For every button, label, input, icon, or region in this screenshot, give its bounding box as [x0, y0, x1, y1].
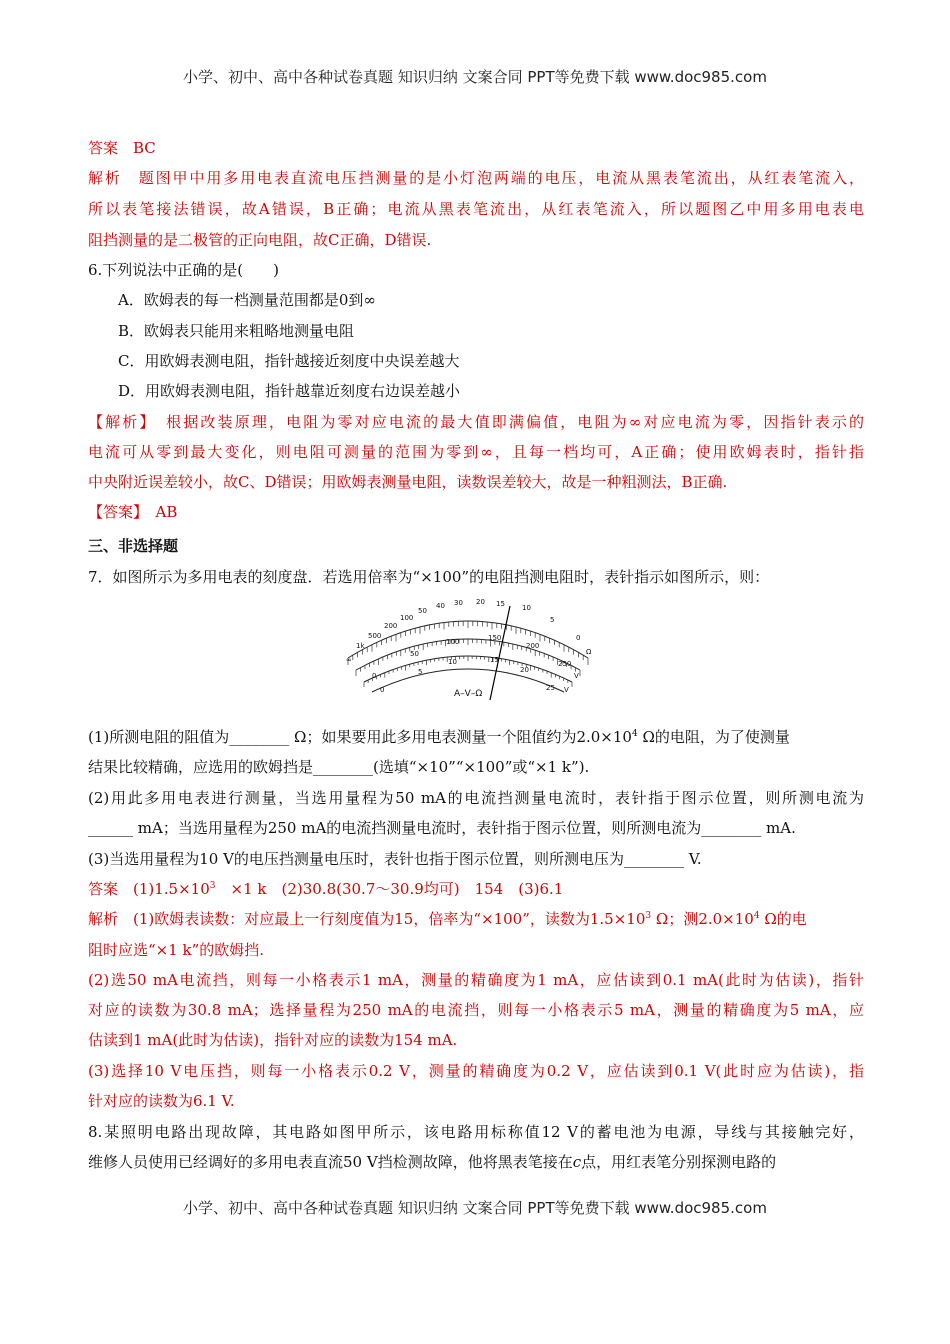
q7-part2-line: ______ mA；当选用量程为250 mA的电流挡测量电流时，表针指于图示位置，则所测电流为________ mA. [88, 819, 796, 837]
ac-label: 20 [520, 666, 529, 674]
q6-option-a: A．欧姆表的每一档测量范围都是0到∞ [118, 291, 376, 309]
q6-analysis-line: 电流可从零到最大变化，则电阻可测量的范围为零到∞，且每一档均可，A正确；使用欧姆表时，指针指 [88, 443, 864, 461]
q8-line: 8.某照明电路出现故障，其电路如图甲所示，该电路用标称值12 V的蓄电池为电源，导线与其接触完好， [88, 1123, 864, 1141]
ohm-label: 30 [454, 599, 463, 607]
ohm-label: 50 [418, 607, 427, 615]
ohm-label: ∞ [346, 656, 352, 664]
q6-analysis-line: 中央附近误差较小，故C、D错误；用欧姆表测量电阻，读数误差较大，故是一种粗测法，B正确. [88, 473, 728, 491]
page-footer: 小学、初中、高中各种试卷真题 知识归纳 文案合同 PPT等免费下载 www.doc985.com [183, 1199, 767, 1217]
q6-stem: 6.下列说法中正确的是( ) [88, 261, 280, 279]
ohm-label: 5 [550, 616, 555, 624]
q7-stem: 7．如图所示为多用电表的刻度盘．若选用倍率为“×100”的电阻挡测电阻时，表针指示如图所示，则： [88, 568, 770, 586]
ac-label: 15 [490, 656, 499, 664]
point-label: c [572, 1153, 582, 1171]
q6-answer: 【答案】 AB [88, 503, 178, 521]
ohm-label: Ω [586, 648, 592, 656]
q7-part1-line: 结果比较精确，应选用的欧姆挡是________(选填“×10”“×100”或“×1 k”). [88, 758, 590, 776]
ohm-label: 100 [400, 614, 414, 622]
q7-analysis-line: 阻时应选“×1 k”的欧姆挡. [88, 941, 265, 959]
superscript: 3 [645, 911, 652, 921]
multimeter-dial-figure [338, 596, 598, 706]
ohm-label: 15 [496, 600, 505, 608]
q7-analysis-line: (3)选择10 V电压挡，则每一小格表示0.2 V，测量的精确度为0.2 V，应估读到0.1 V(此时应为估读)，指 [88, 1062, 864, 1080]
text-run: 点，用红表笔分别探测电路的 [581, 1153, 777, 1171]
dc-label: 100 [446, 638, 460, 646]
text-run: Ω；测2.0×10 [651, 910, 754, 928]
ohm-label: 40 [436, 602, 445, 610]
text-run: Ω的电阻，为了使测量 [637, 728, 790, 746]
ohm-label: 10 [522, 604, 531, 612]
dc-label: 200 [526, 642, 540, 650]
meter-center-label: A–V–Ω [454, 689, 483, 699]
dc-label: 0 [372, 672, 377, 680]
q6-option-c: C．用欧姆表测电阻，指针越接近刻度中央误差越大 [118, 352, 460, 370]
q7-part1-line [88, 726, 864, 747]
ohm-label: 200 [384, 622, 398, 630]
superscript: 4 [753, 911, 760, 921]
text-run: 解析 (1)欧姆表读数：对应最上一行刻度值为15，倍率为“×100”，读数为1.5×10 [88, 910, 646, 928]
text-run: Ω的电 [759, 910, 807, 928]
q6-option-d: D．用欧姆表测电阻，指针越靠近刻度右边误差越小 [118, 382, 461, 400]
ac-label: 0 [380, 686, 385, 694]
ac-label: 10 [448, 658, 457, 666]
meter-needle [490, 606, 510, 700]
page-header: 小学、初中、高中各种试卷真题 知识归纳 文案合同 PPT等免费下载 www.doc985.com [183, 68, 767, 86]
ac-label: V [564, 686, 569, 694]
q8-line [88, 1151, 864, 1172]
q5-answer: 答案 BC [88, 139, 156, 157]
section-heading: 三、非选择题 [88, 537, 179, 555]
q7-part3-line: (3)当选用量程为10 V的电压挡测量电压时，表针也指于图示位置，则所测电压为________ V. [88, 850, 702, 868]
ohm-label: 1k [356, 642, 365, 650]
text-run: 答案 (1)1.5×10 [88, 880, 210, 898]
q7-part2-line: (2)用此多用电表进行测量，当选用量程为50 mA的电流挡测量电流时，表针指于图示位置，则所测电流为 [88, 789, 864, 807]
text-run: 维修人员使用已经调好的多用电表直流50 V挡检测故障，他将黑表笔接在 [88, 1153, 573, 1171]
q7-analysis-line: 对应的读数为30.8 mA；选择量程为250 mA的电流挡，则每一小格表示5 mA，测量的精确度为5 mA，应 [88, 1001, 864, 1019]
ac-label: 25 [546, 684, 555, 692]
text-run: ×1 k (2)30.8(30.7～30.9均可) 154 (3)6.1 [215, 880, 564, 898]
q5-analysis-line: 所以表笔接法错误，故A错误，B正确；电流从黑表笔流出，从红表笔流入，所以题图乙中用多用电表电 [88, 200, 864, 218]
q6-option-b: B．欧姆表只能用来粗略地测量电阻 [118, 322, 355, 340]
q7-analysis-line: (2)选50 mA电流挡，则每一小格表示1 mA，测量的精确度为1 mA，应估读到0.1 mA(此时为估读)，指针 [88, 971, 864, 989]
q5-analysis-line: 解析 题图甲中用多用电表直流电压挡测量的是小灯泡两端的电压，电流从黑表笔流出，从红表笔流入， [88, 169, 864, 187]
dc-label: 50 [410, 650, 419, 658]
q7-analysis-line: 估读到1 mA(此时为估读)，指针对应的读数为154 mA. [88, 1031, 458, 1049]
q7-analysis-line: 针对应的读数为6.1 V. [88, 1092, 235, 1110]
q7-analysis-line [88, 908, 864, 929]
ohm-label: 0 [576, 634, 581, 642]
ohm-label: 20 [476, 598, 485, 606]
ohm-label: 500 [368, 632, 382, 640]
superscript: 3 [209, 881, 216, 891]
q6-analysis-line: 【解析】 根据改装原理，电阻为零对应电流的最大值即满偏值，电阻为∞对应电流为零，因指针表示的 [88, 413, 864, 431]
ac-label: 5 [418, 668, 423, 676]
text-run: (1)所测电阻的阻值为________ Ω；如果要用此多用电表测量一个阻值约为2.0×10 [88, 728, 632, 746]
dc-label: 250 [558, 660, 572, 668]
superscript: 4 [631, 729, 638, 739]
dc-label: 150 [488, 634, 502, 642]
dc-label: V [574, 672, 579, 680]
q7-answer [88, 878, 864, 899]
q5-analysis-line: 阻挡测量的是二极管的正向电阻，故C正确，D错误. [88, 231, 432, 249]
